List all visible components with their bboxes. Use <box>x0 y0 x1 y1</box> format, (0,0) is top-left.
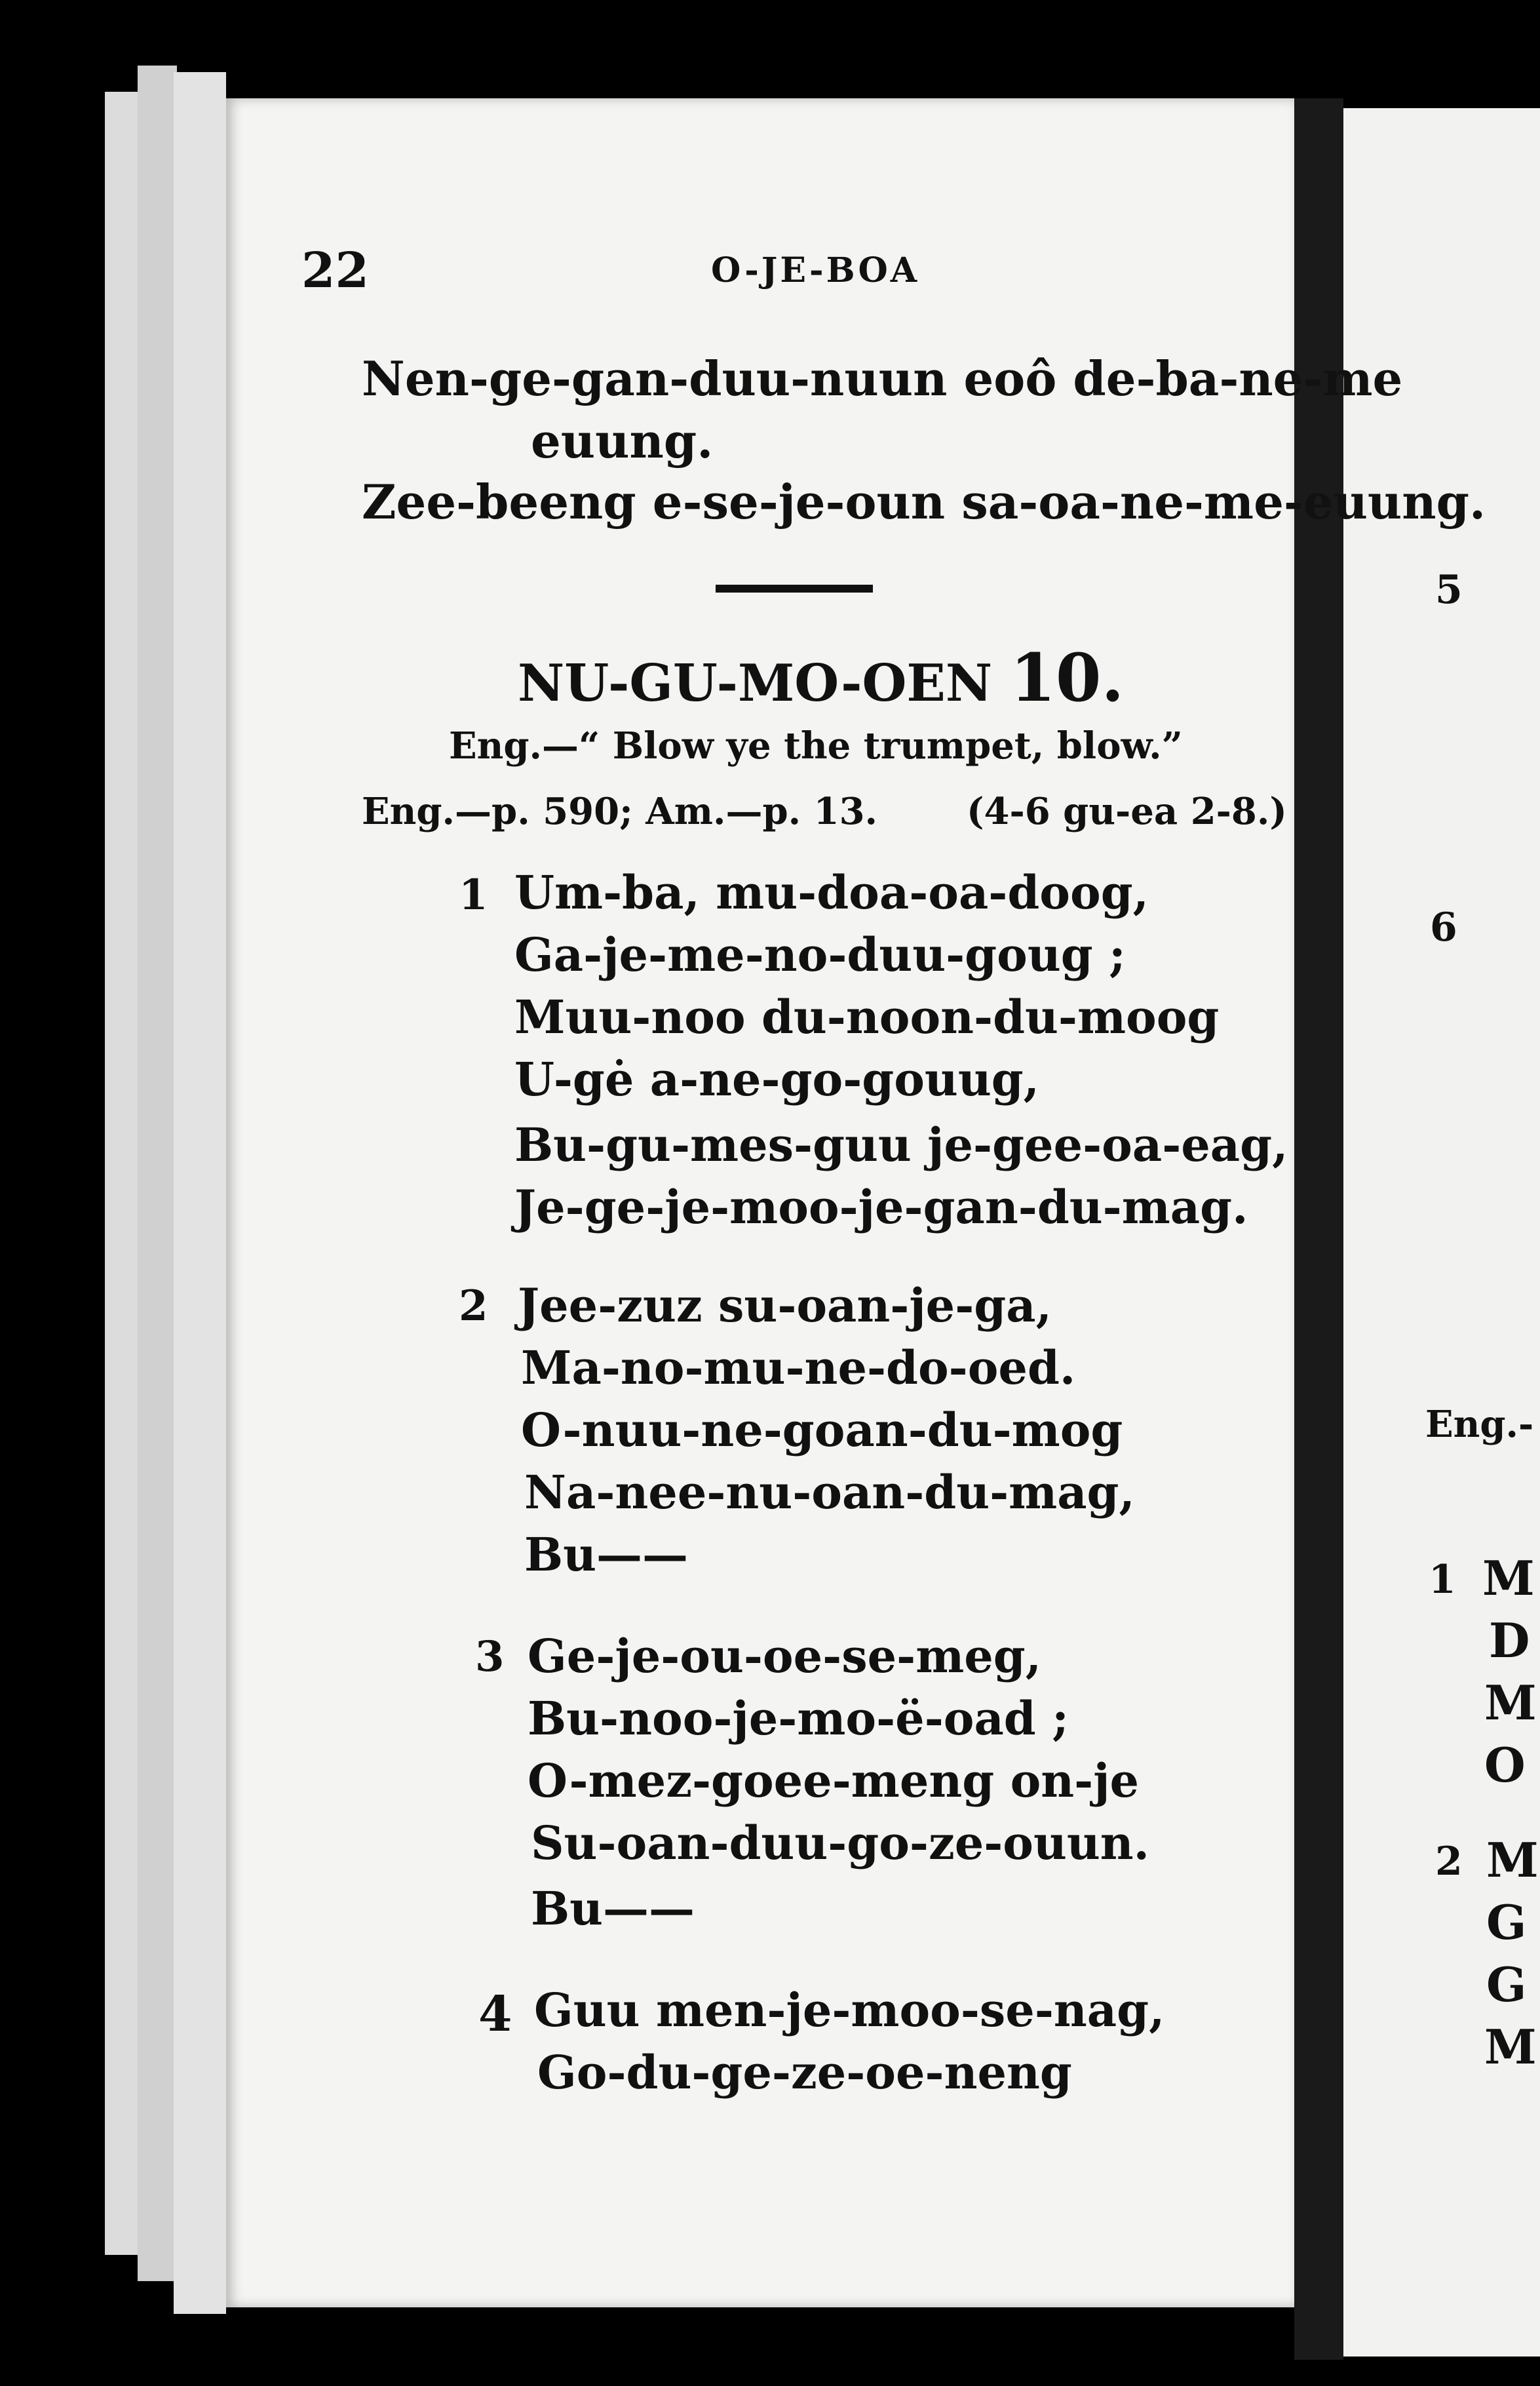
carryover-line: Nen-ge-gan-duu-nuun eoô de-ba-ne-me <box>362 351 1403 406</box>
verse-line: Ge-je-ou-oe-se-meg, <box>528 1629 1042 1683</box>
verse-line: O-nuu-ne-goan-du-mog <box>521 1403 1123 1457</box>
verse-number: 1 <box>459 870 488 920</box>
verse-line: Ga-je-me-no-duu-goug ; <box>514 928 1126 982</box>
book-gutter <box>1294 98 1343 2360</box>
verse-line: U-gė a-ne-go-gouug, <box>514 1052 1040 1106</box>
right-verse-number: 1 <box>1429 1557 1456 1603</box>
right-line-fragment: O <box>1484 1737 1526 1793</box>
verse-number: 3 <box>475 1632 505 1681</box>
verse-line: Muu-noo du-noon-du-moog <box>514 990 1220 1044</box>
right-eng-fragment: Eng.- <box>1425 1403 1534 1446</box>
right-line-fragment: M <box>1486 1832 1539 1888</box>
verse-number: 2 <box>459 1281 488 1331</box>
section-rule <box>716 585 873 593</box>
verse-line: Guu men-je-moo-se-nag, <box>534 1983 1165 2037</box>
right-line-fragment: D <box>1489 1613 1530 1668</box>
hymn-number: 10. <box>1010 639 1125 716</box>
verse-line: Je-ge-je-moo-je-gan-du-mag. <box>514 1180 1248 1234</box>
right-verse-number: 5 <box>1435 567 1463 613</box>
carryover-line: euung. <box>531 413 714 469</box>
hymn-title-text: NU-GU-MO-OEN <box>518 654 993 713</box>
verse-line: Bu-gu-mes-guu je-gee-oa-eag, <box>514 1118 1288 1172</box>
hymn-references: Eng.—p. 590; Am.—p. 13. <box>362 790 878 833</box>
hymn-title <box>518 639 1124 716</box>
verse-line: Jee-zuz su-oan-je-ga, <box>518 1278 1052 1333</box>
verse-line: O-mez-goee-meng on-je <box>528 1753 1140 1808</box>
verse-number: 4 <box>478 1986 512 2043</box>
right-verse-number: 2 <box>1435 1839 1463 1885</box>
right-line-fragment: G <box>1486 1957 1527 2012</box>
right-line-fragment: M <box>1484 1675 1537 1731</box>
carryover-line: Zee-beeng e-se-je-oun sa-oa-ne-me-euung. <box>362 474 1486 530</box>
verse-line: Su-oan-duu-go-ze-ouun. <box>531 1816 1150 1870</box>
verse-line: Go-du-ge-ze-oe-neng <box>537 2045 1072 2100</box>
verse-line: Ma-no-mu-ne-do-oed. <box>521 1340 1076 1395</box>
verse-line: Bu—— <box>531 1881 695 1936</box>
english-title: Eng.—“ Blow ye the trumpet, blow.” <box>449 724 1183 768</box>
right-line-fragment: M <box>1482 1550 1535 1606</box>
verse-line: Na-nee-nu-oan-du-mag, <box>524 1465 1135 1519</box>
running-head: O-JE-BOA <box>711 250 920 290</box>
page-number: 22 <box>301 243 369 299</box>
verse-line: Bu—— <box>524 1527 689 1582</box>
page-edge <box>174 72 226 2314</box>
right-verse-number: 6 <box>1430 905 1457 950</box>
right-line-fragment: G <box>1486 1894 1527 1950</box>
hymn-meter: (4-6 gu-ea 2-8.) <box>967 790 1287 833</box>
page-edge <box>138 66 177 2281</box>
verse-line: Um-ba, mu-doa-oa-doog, <box>514 865 1149 920</box>
verse-line: Bu-noo-je-mo-ë-oad ; <box>528 1691 1069 1746</box>
right-line-fragment: M <box>1484 2019 1537 2075</box>
